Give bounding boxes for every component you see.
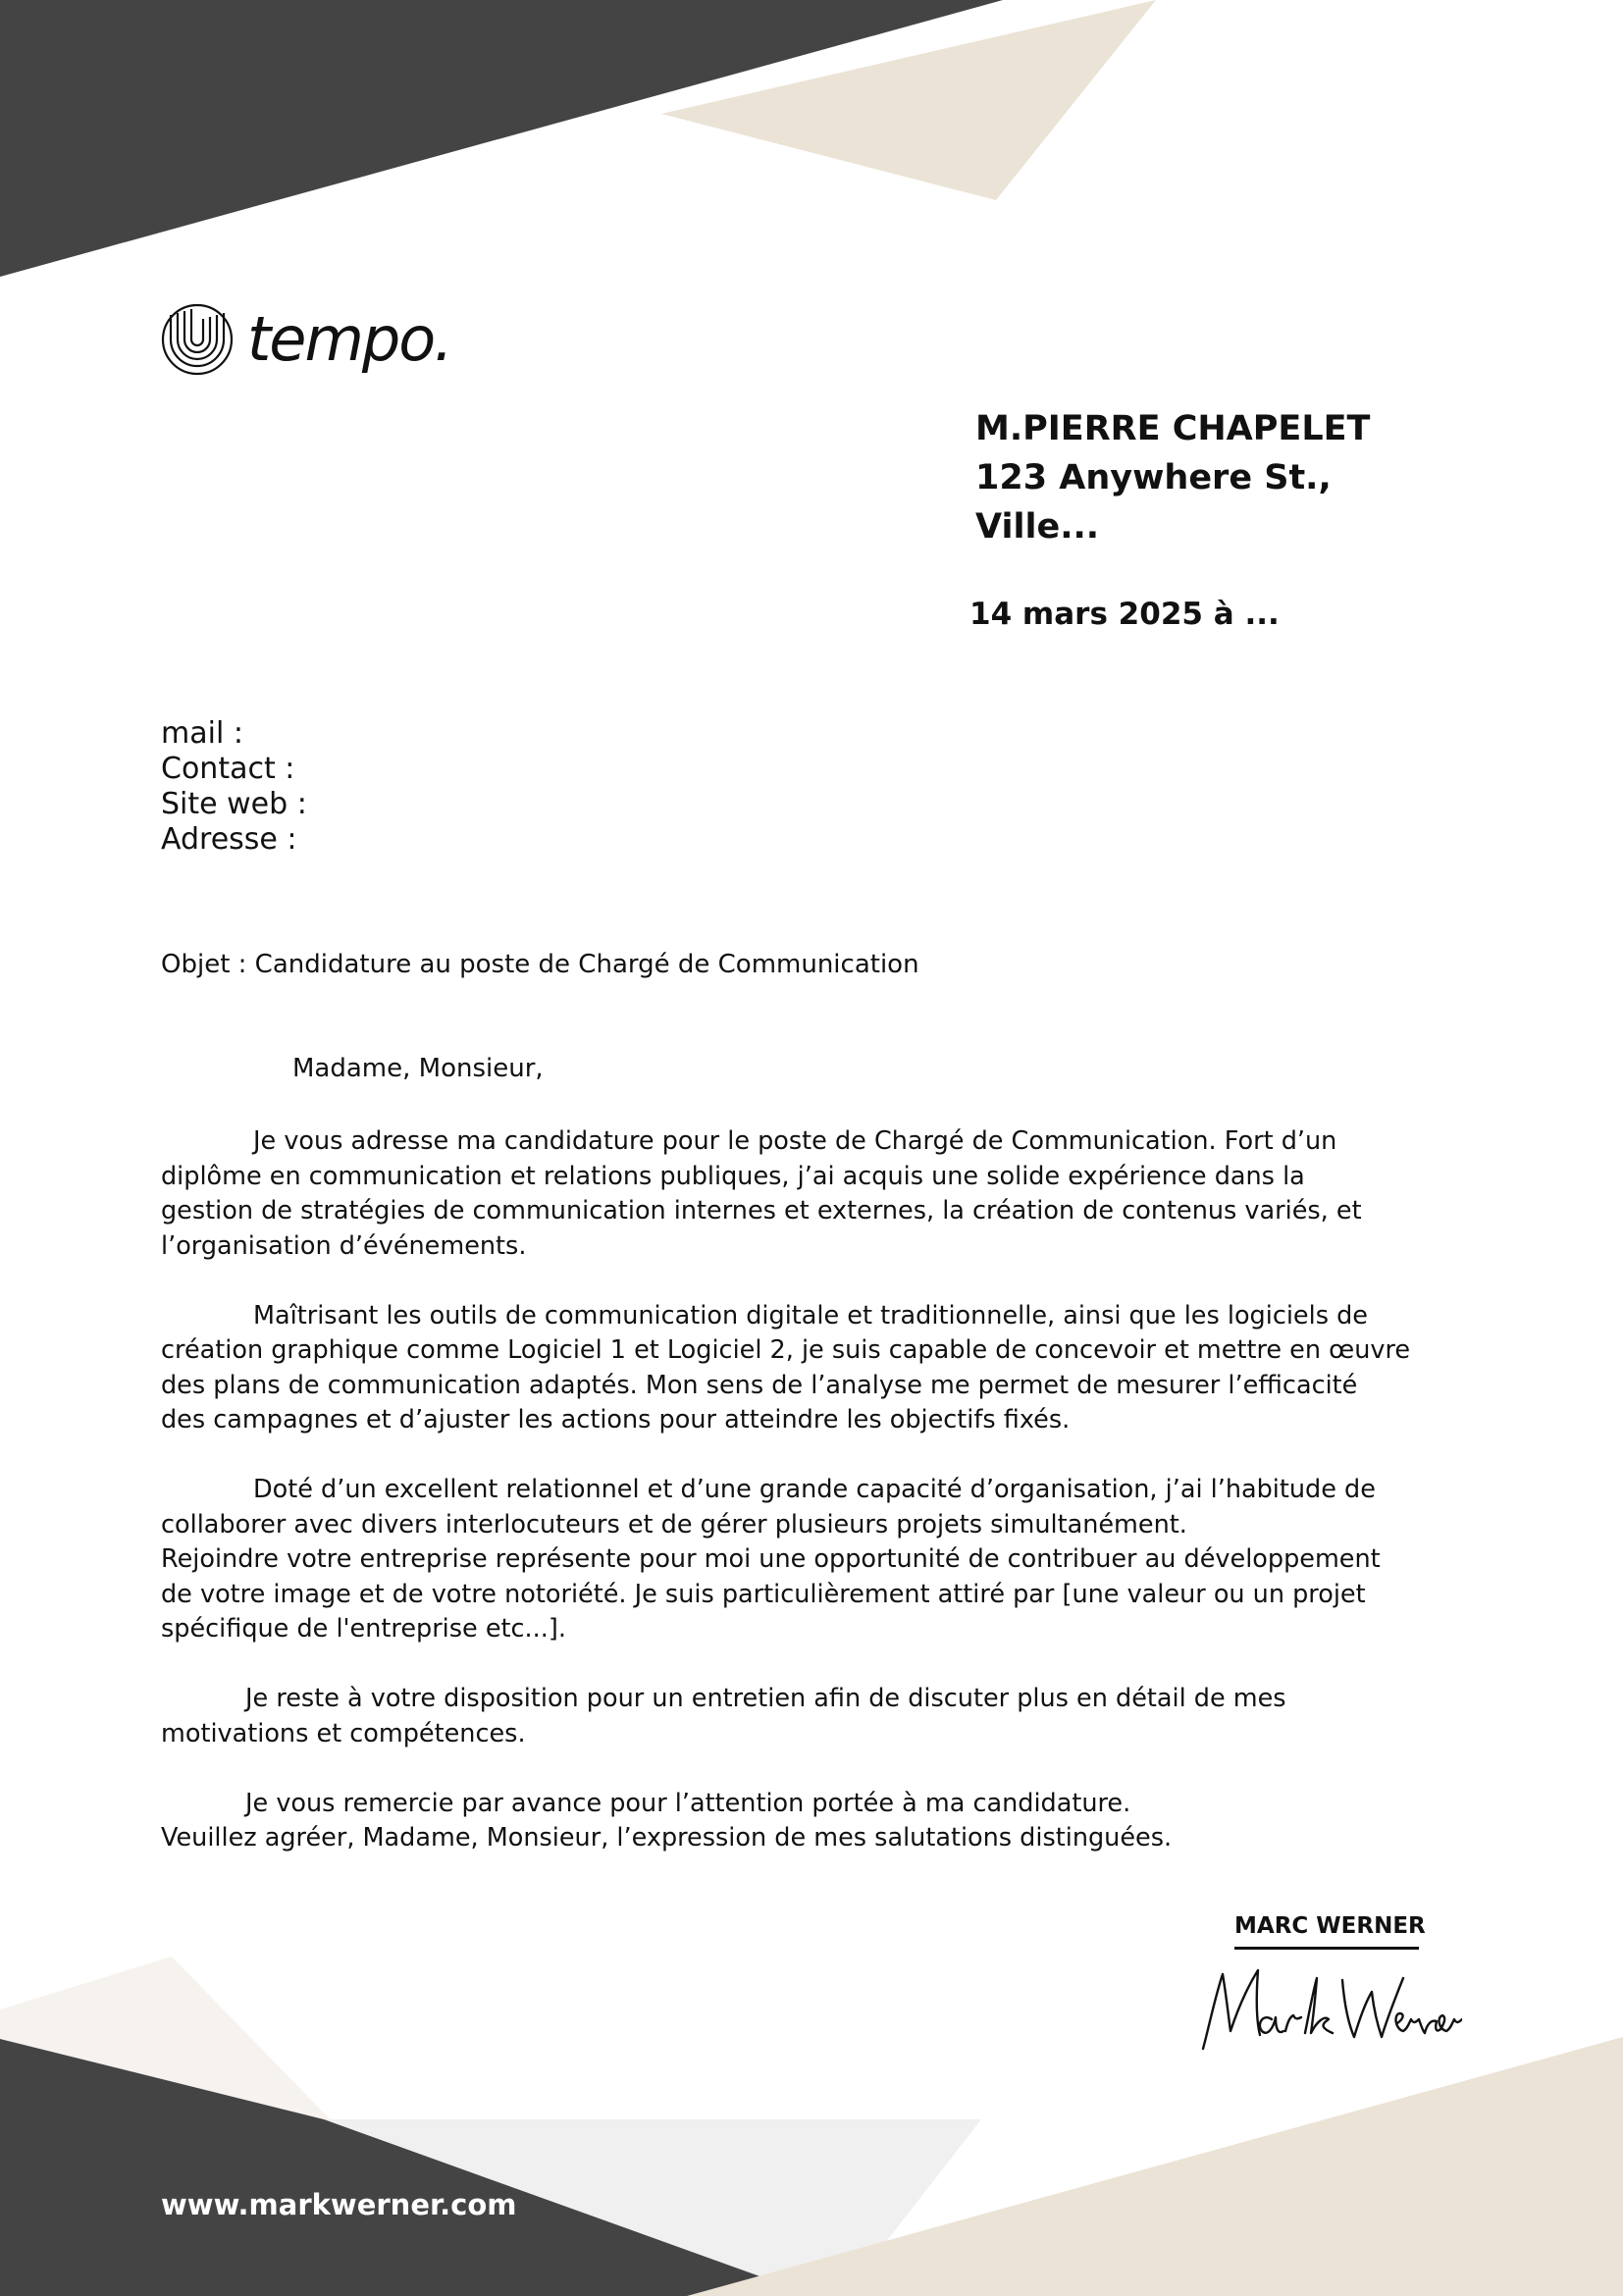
body-line: Rejoindre votre entreprise représente pour moi une opportunité de contribuer au développement [161,1544,1381,1574]
body-line: des campagnes et d’ajuster les actions pour atteindre les objectifs fixés. [161,1405,1071,1435]
recipient-address-line2: Ville... [975,507,1100,547]
body-paragraph [161,1787,1456,1856]
body-paragraph [161,1682,1456,1751]
letter-body [161,1124,1456,1891]
body-line: collaborer avec divers interlocuteurs et de gérer plusieurs projets simultanément. [161,1509,1187,1539]
concentric-logo-icon [161,303,234,376]
body-line: Je vous remercie par avance pour l’attention portée à ma candidature. [245,1788,1131,1818]
body-line: de votre image et de votre notoriété. Je suis particulièrement attiré par [une valeur ou un projet [161,1579,1366,1609]
recipient-address-line1: 123 Anywhere St., [975,458,1332,497]
brand-name: tempo. [247,303,451,375]
body-line: l’organisation d’événements. [161,1230,527,1261]
body-paragraph [161,1124,1456,1264]
body-line: Je reste à votre disposition pour un entretien afin de discuter plus en détail de mes [245,1684,1286,1713]
sender-contact-block [161,716,307,858]
contact-field-website: Site web : [161,787,307,821]
body-line: Doté d’un excellent relationnel et d’une grande capacité d’organisation, j’ai l’habitude de [253,1475,1376,1504]
letter-subject: Objet : Candidature au poste de Chargé de Communication [161,950,919,979]
salutation: Madame, Monsieur, [292,1054,544,1083]
signatory-name: MARC WERNER [1234,1913,1419,1950]
recipient-block [975,404,1370,551]
handwritten-signature [1195,1958,1462,2059]
body-line: spécifique de l'entreprise etc...]. [161,1614,566,1644]
body-paragraph [161,1299,1456,1438]
brand-logo [161,300,451,379]
contact-field-address: Adresse : [161,822,297,857]
letter-date: 14 mars 2025 à ... [969,597,1280,632]
body-line: des plans de communication adaptés. Mon sens de l’analyse me permet de mesurer l’efficacité [161,1370,1358,1400]
contact-field-contact: Contact : [161,752,295,786]
body-paragraph [161,1473,1456,1647]
body-line: diplôme en communication et relations publiques, j’ai acquis une solide expérience dans la [161,1161,1305,1191]
body-line: Maîtrisant les outils de communication digitale et traditionnelle, ainsi que les logiciels de [253,1300,1368,1331]
body-line: gestion de stratégies de communication internes et externes, la création de contenus variés, et [161,1196,1362,1226]
footer-website: www.markwerner.com [161,2188,517,2221]
contact-field-mail: mail : [161,716,243,751]
body-line: Veuillez agréer, Madame, Monsieur, l’expression de mes salutations distinguées. [161,1823,1173,1852]
body-line: Je vous adresse ma candidature pour le poste de Chargé de Communication. Fort d’un [253,1126,1337,1156]
body-line: création graphique comme Logiciel 1 et Logiciel 2, je suis capable de concevoir et mettre en œuvre [161,1335,1411,1365]
recipient-name: M.PIERRE CHAPELET [975,409,1371,448]
body-line: motivations et compétences. [161,1718,526,1748]
